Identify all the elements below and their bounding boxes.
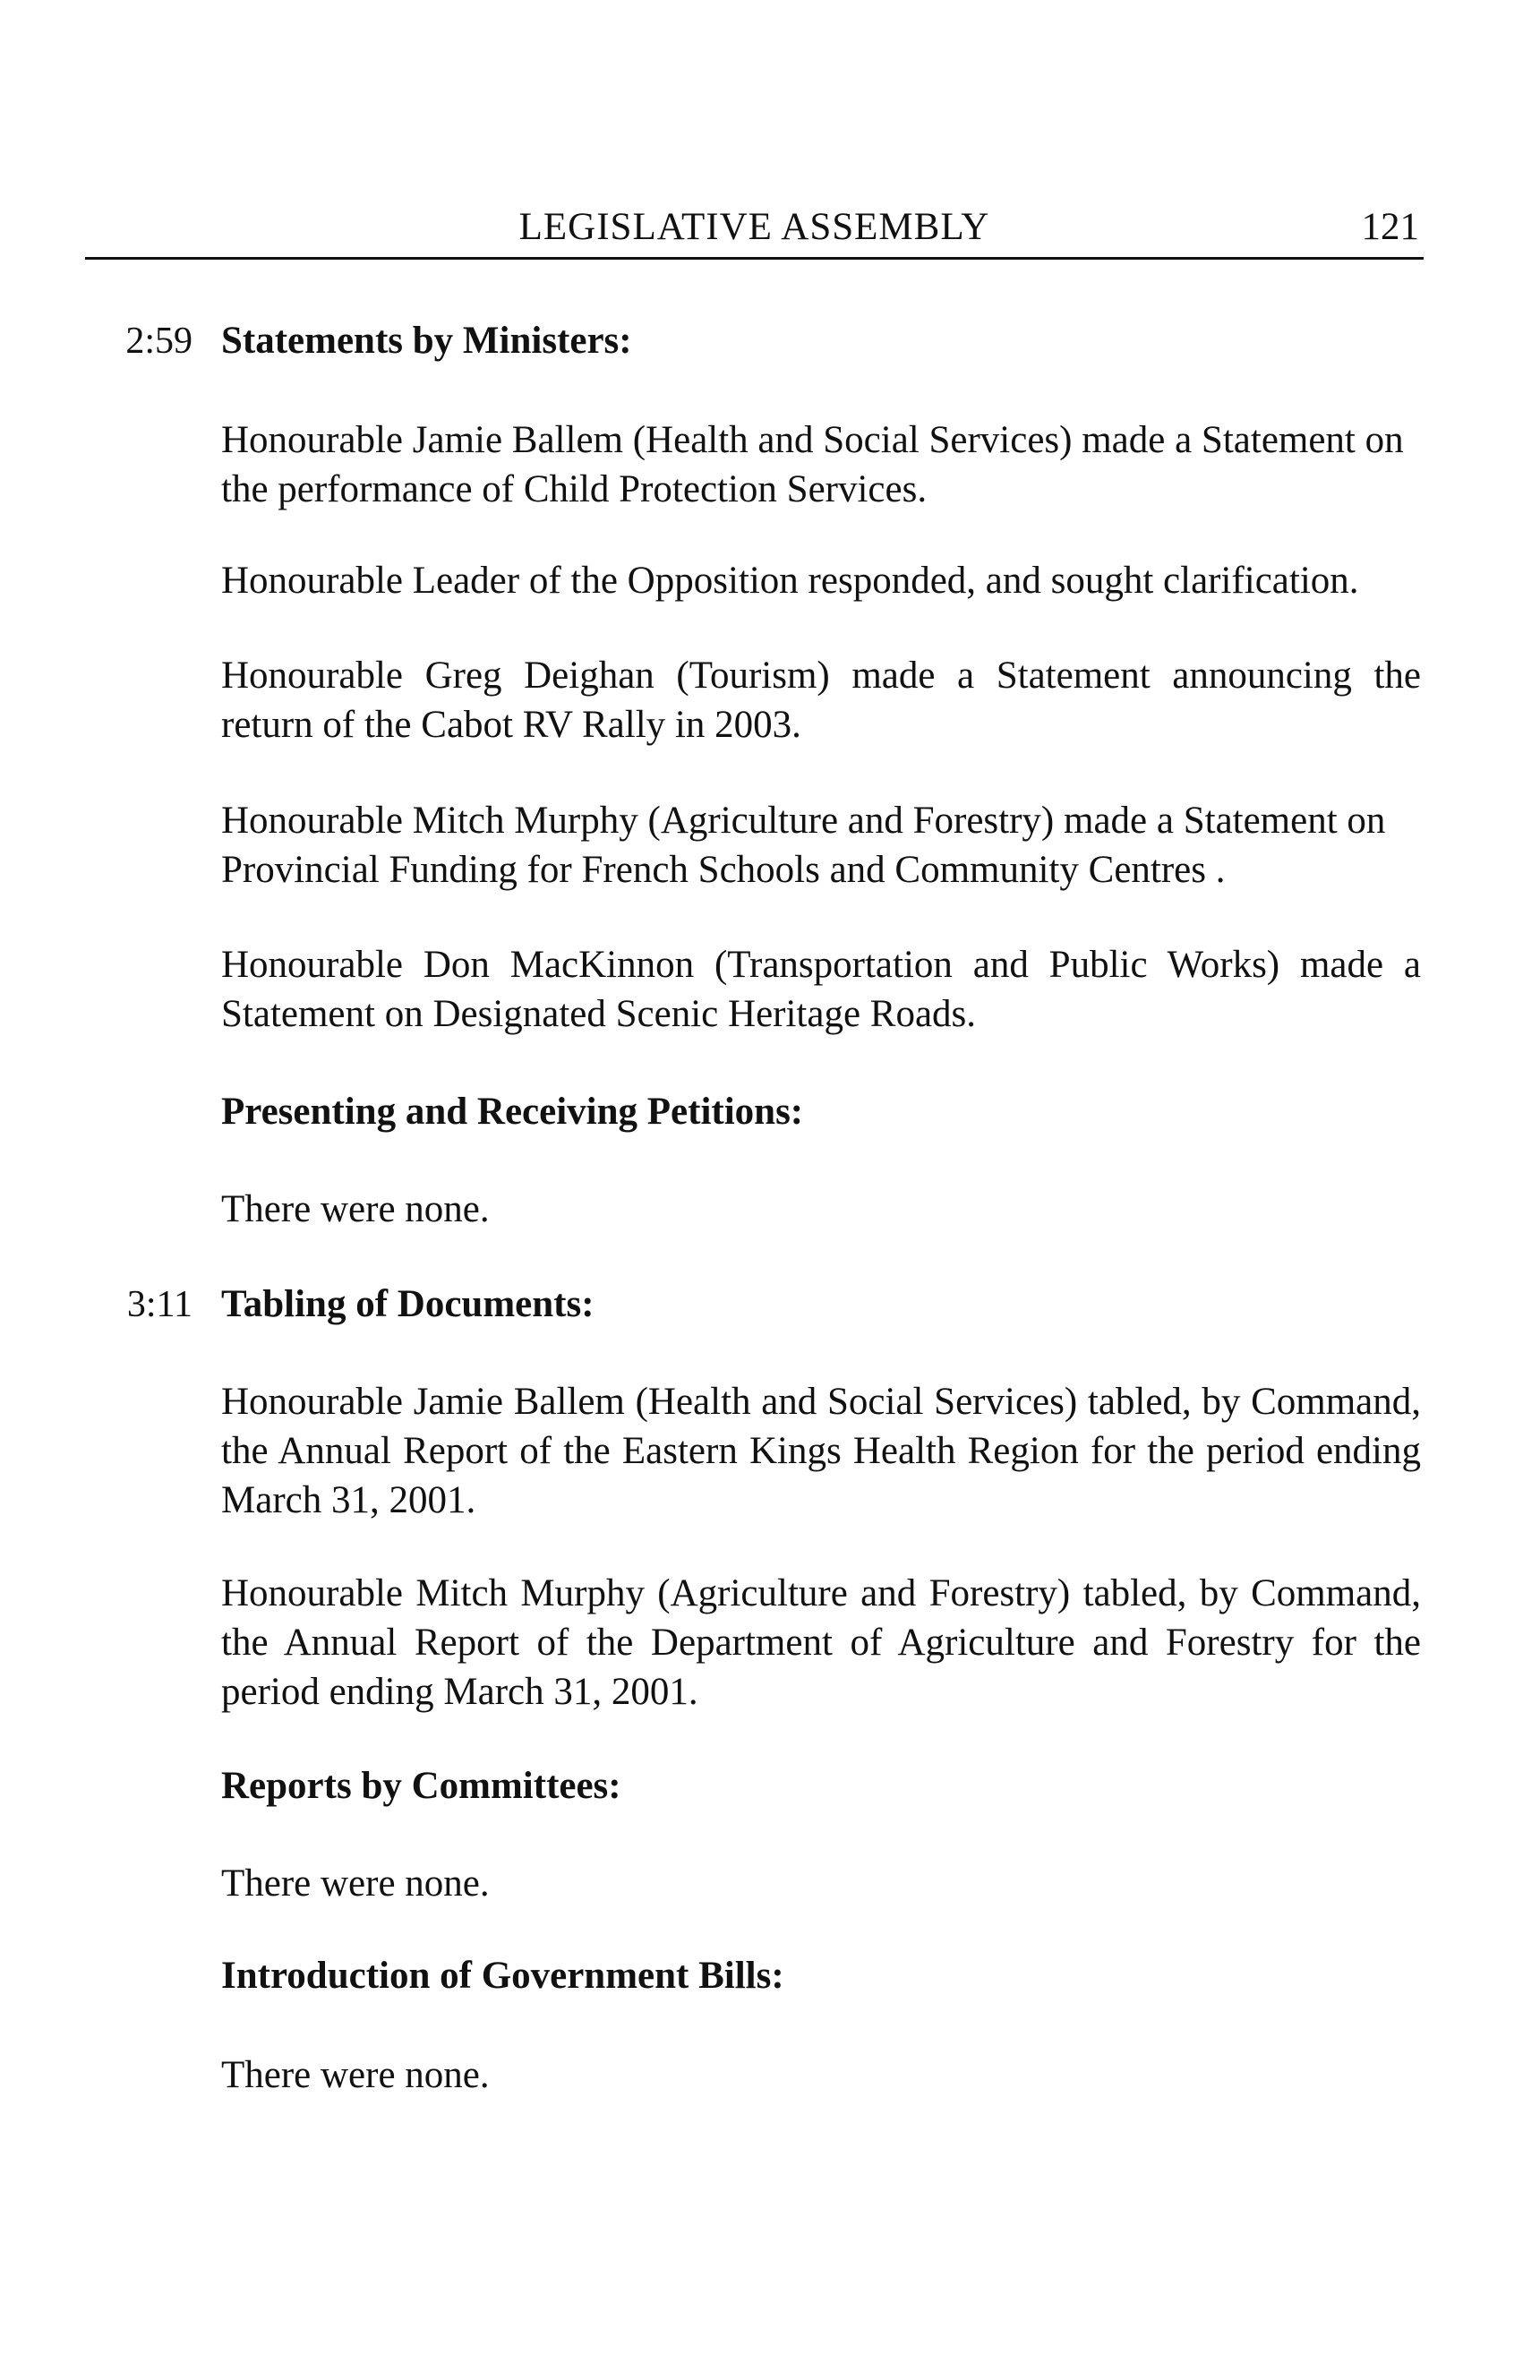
statement-paragraph: Honourable Greg Deighan (Tourism) made a Statement announcing the return of the Cabot RV Rally in 2003. <box>221 655 1421 746</box>
statement-paragraph: Honourable Don MacKinnon (Transportation and Public Works) made a Statement on Designated Scenic Heritage Roads. <box>221 944 1421 1035</box>
statement-paragraph: Honourable Leader of the Opposition responded, and sought clarification. <box>221 560 1359 602</box>
section-heading-statements: Statements by Ministers: <box>221 320 632 362</box>
time-stamp: 3:11 <box>126 1284 192 1325</box>
page-title: LEGISLATIVE ASSEMBLY <box>518 206 990 248</box>
page-header <box>85 204 1424 251</box>
section-heading-government-bills: Introduction of Government Bills: <box>221 1955 784 1997</box>
government-bills-text: There were none. <box>221 2054 490 2096</box>
statement-paragraph: Honourable Mitch Murphy (Agriculture and Forestry) made a Statement on Provincial Funding for French Schools and Community Centres . <box>221 800 1386 891</box>
time-stamp: 2:59 <box>125 321 192 362</box>
statement-paragraph: Honourable Jamie Ballem (Health and Social Services) made a Statement on the performance of Child Protection Services. <box>221 419 1404 510</box>
page-number: 121 <box>1361 206 1419 248</box>
tabling-paragraph: Honourable Jamie Ballem (Health and Social Services) tabled, by Command, the Annual Report of the Eastern Kings Health Region for the period ending March 31, 2001. <box>221 1381 1421 1521</box>
section-heading-tabling: Tabling of Documents: <box>221 1283 595 1325</box>
header-rule <box>85 257 1424 260</box>
section-heading-committees: Reports by Committees: <box>221 1765 621 1807</box>
petitions-text: There were none. <box>221 1188 490 1230</box>
committees-text: There were none. <box>221 1862 490 1905</box>
section-heading-petitions: Presenting and Receiving Petitions: <box>221 1091 804 1133</box>
tabling-paragraph: Honourable Mitch Murphy (Agriculture and Forestry) tabled, by Command, the Annual Report of the Department of Agriculture and Forestry for the period ending March 31, 2001. <box>221 1572 1421 1713</box>
